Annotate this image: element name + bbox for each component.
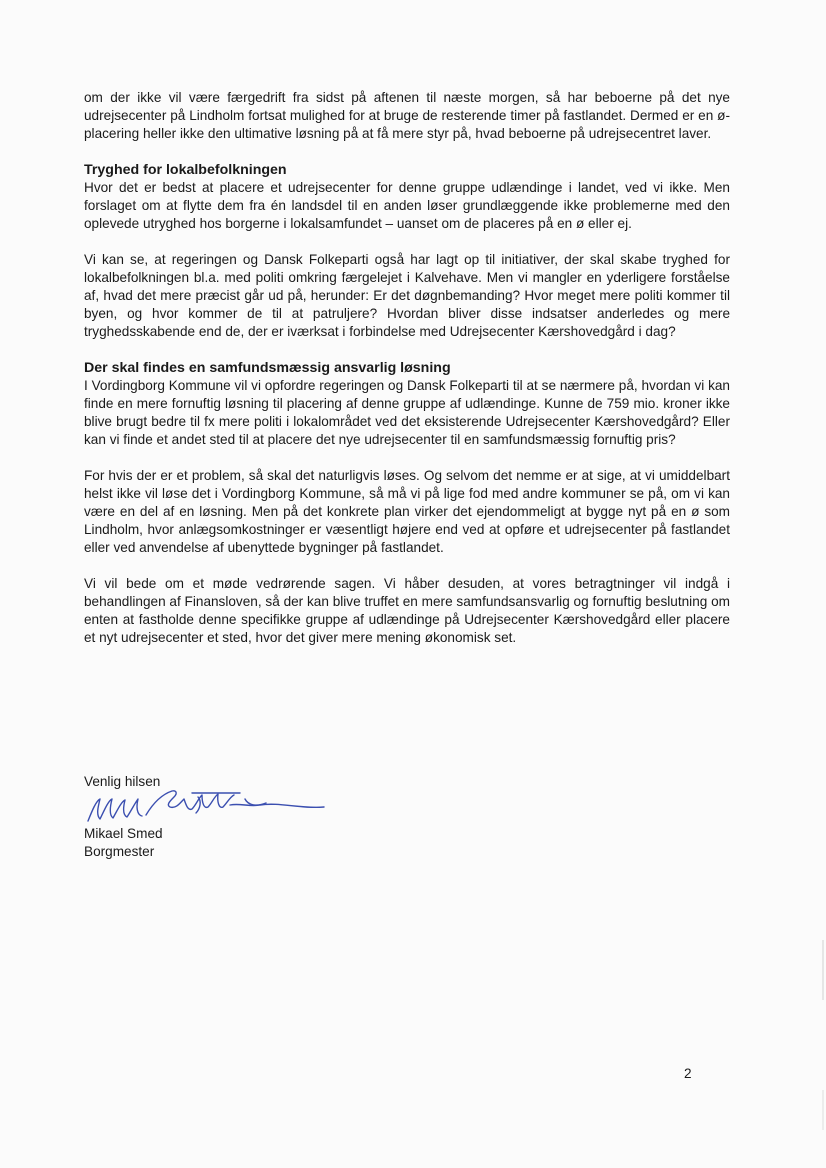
paragraph: Vi vil bede om et møde vedrørende sagen. Vi håber desuden, at vores betragtninger vil indgå i behandlingen af Finansloven, så der kan blive truffet en mere samfundsansvarlig og fornuftig beslutning om enten at fastholde denne specifikke gruppe af udlændinge på Udrejsecenter Kærshovedgård eller placere et nyt udrejsecenter et sted, hvor det giver mere mening økonomisk set. [84,576,730,645]
signature-icon [80,785,330,831]
signatory-title: Borgmester [84,844,155,859]
scan-edge-mark [822,1090,824,1130]
scan-edge-mark [822,940,824,1000]
paragraph: Hvor det er bedst at placere et udrejsecenter for denne gruppe udlændinge i landet, ved vi ikke. Men forslaget om at flytte dem fra én landsdel til en anden løser grundlæggende ikke problemerne med den oplevede utryghed hos borgerne i lokalsamfundet – uanset om de placeres på en ø eller ej. [84,180,730,231]
signature-area [84,791,163,825]
signatory-name: Mikael Smed [84,826,163,841]
section-heading-solution: Der skal findes en samfundsmæssig ansvarlig løsning [84,360,451,376]
letter-closing [84,773,163,861]
greeting: Venlig hilsen [84,774,161,789]
section-heading-safety: Tryghed for lokalbefolkningen [84,162,287,178]
paragraph: I Vordingborg Kommune vil vi opfordre regeringen og Dansk Folkeparti til at se nærmere på, hvordan vi kan finde en mere fornuftig løsning til placering af denne gruppe af udlændinge. Kunne de 759 mio. kroner ikke blive brugt bedre til fx mere politi i lokalområdet ved det eksisterende Udrejsecenter Kærshovedgård? Eller kan vi finde et andet sted til at placere det nye udrejsecenter til en samfundsmæssig fornuftig pris? [84,378,730,447]
paragraph: For hvis der er et problem, så skal det naturligvis løses. Og selvom det nemme er at sige, at vi umiddelbart helst ikke vil løse det i Vordingborg Kommune, så må vi på lige fod med andre kommuner se på, om vi kan være en del af en løsning. Men på det konkrete plan virker det ejendommeligt at bygge nyt på en ø som Lindholm, hvor anlægsomkostninger er væsentligt højere end ved at opføre et udrejsecenter på fastlandet eller ved anvendelse af ubenyttede bygninger på fastlandet. [84,468,730,555]
paragraph: om der ikke vil være færgedrift fra sidst på aftenen til næste morgen, så har beboerne på det nye udrejsecenter på Lindholm fortsat mulighed for at bruge de resterende timer på fastlandet. Dermed er en ø-placering heller ikke den ultimative løsning på at få mere styr på, hvad beboerne på udrejsecentret laver. [84,90,730,141]
letter-body [84,89,730,647]
paragraph: Vi kan se, at regeringen og Dansk Folkeparti også har lagt op til initiativer, der skal skabe tryghed for lokalbefolkningen bl.a. med politi omkring færgelejet i Kalvehave. Men vi mangler en yderligere forståelse af, hvad det mere præcist går ud på, herunder: Er det døgnbemanding? Hvor meget mere politi kommer til byen, og hvor kommer de til at patruljere? Hvordan bliver disse indsatser anderledes og mere tryghedsskabende end de, der er iværksat i forbindelse med Udrejsecenter Kærshovedgård i dag? [84,252,730,339]
page-number: 2 [684,1066,692,1081]
